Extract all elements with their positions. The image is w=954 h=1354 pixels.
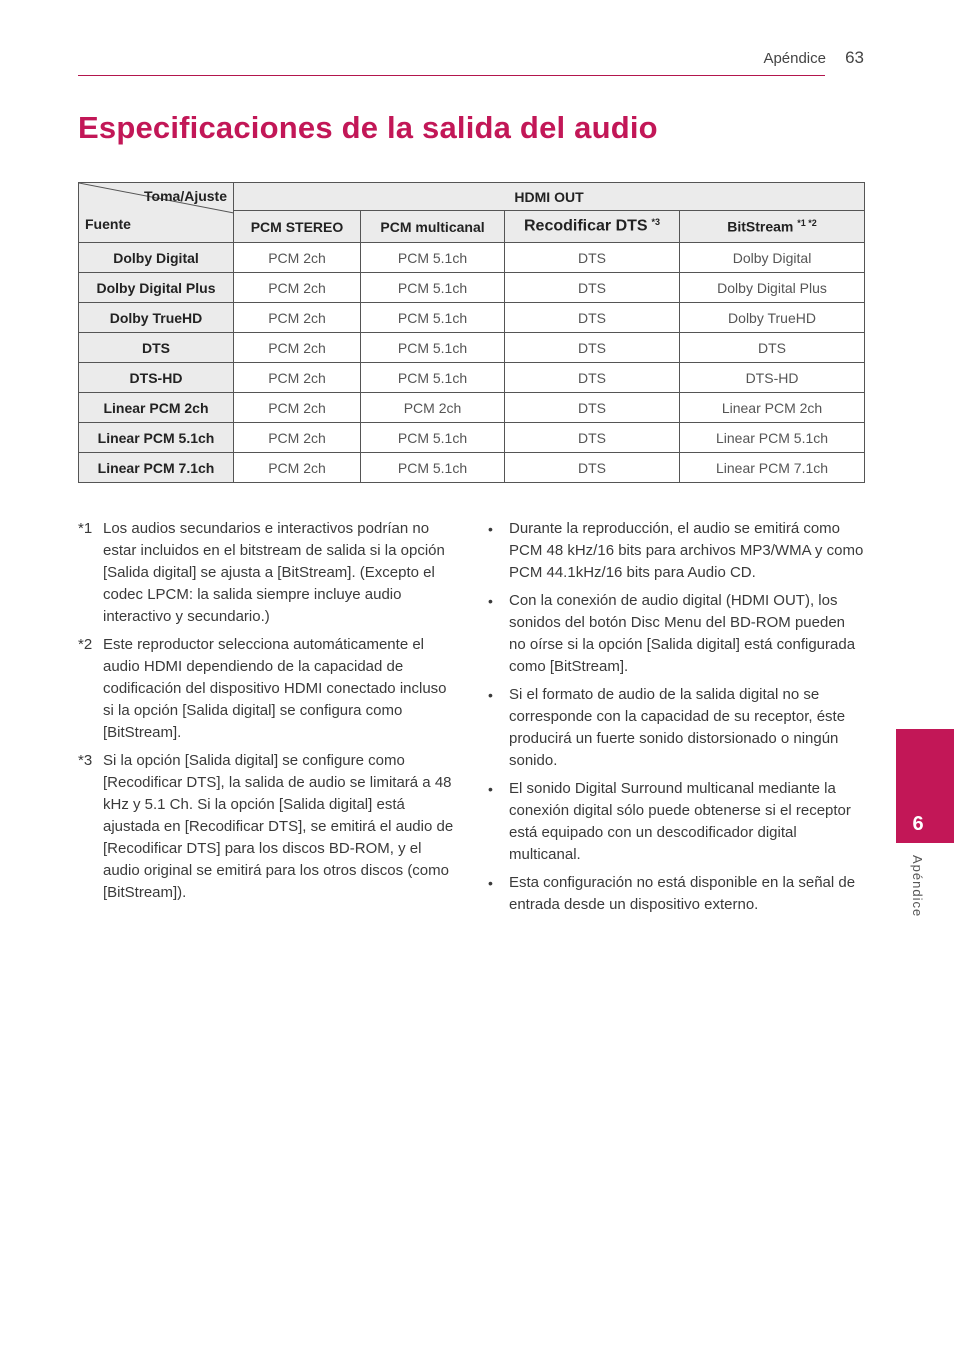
audio-output-table <box>78 182 865 483</box>
table-cell: PCM 2ch <box>234 273 361 303</box>
table-cell: DTS <box>680 333 865 363</box>
table-row <box>79 453 865 483</box>
bullet-icon: • <box>488 781 493 797</box>
column-header-label: Recodificar DTS <box>524 218 648 236</box>
bullet-icon: • <box>488 593 493 609</box>
table-cell: PCM 5.1ch <box>361 273 505 303</box>
column-header-footnote: *3 <box>651 217 660 228</box>
row-source: Dolby Digital <box>79 243 234 273</box>
table-cell: PCM 2ch <box>361 393 505 423</box>
column-header <box>361 211 505 243</box>
table-cell: PCM 5.1ch <box>361 243 505 273</box>
list-item-text: Si el formato de audio de la salida digital no se corresponde con la capacidad de su receptor, éste producirá un fuerte sonido distorsionado o ningún sonido. <box>509 686 846 769</box>
column-header-footnote: *1 *2 <box>797 218 817 229</box>
table-cell: PCM 2ch <box>234 423 361 453</box>
table-cell: DTS <box>505 453 680 483</box>
column-header <box>234 211 361 243</box>
page-number: 63 <box>845 48 864 67</box>
corner-bottom-label: Fuente <box>85 216 131 232</box>
table-cell: PCM 2ch <box>234 333 361 363</box>
footnote <box>78 750 454 904</box>
table-cell: PCM 5.1ch <box>361 303 505 333</box>
chapter-tab <box>896 729 954 843</box>
table-row <box>79 393 865 423</box>
bullet-icon: • <box>488 687 493 703</box>
table-row <box>79 273 865 303</box>
table-cell: PCM 5.1ch <box>361 363 505 393</box>
table-cell: Linear PCM 5.1ch <box>680 423 865 453</box>
table-cell: PCM 2ch <box>234 393 361 423</box>
table-row <box>79 243 865 273</box>
table-cell: Linear PCM 7.1ch <box>680 453 865 483</box>
column-header <box>680 211 865 243</box>
table-row <box>79 333 865 363</box>
section-name: Apéndice <box>763 50 826 67</box>
table-cell: PCM 5.1ch <box>361 333 505 363</box>
table-cell: PCM 5.1ch <box>361 453 505 483</box>
page-title: Especificaciones de la salida del audio <box>78 110 658 145</box>
column-header <box>505 211 680 243</box>
column-header-label: PCM STEREO <box>250 218 344 235</box>
footnote <box>78 634 454 744</box>
footnote-marker: *2 <box>78 636 93 653</box>
row-source: Dolby Digital Plus <box>79 273 234 303</box>
table-cell: DTS <box>505 363 680 393</box>
table-cell: PCM 2ch <box>234 363 361 393</box>
list-item <box>488 590 864 678</box>
table-row <box>79 363 865 393</box>
table-corner-header <box>79 183 234 243</box>
bullet-icon: • <box>488 875 493 891</box>
list-item <box>488 684 864 772</box>
list-item <box>488 778 864 866</box>
table-cell: DTS <box>505 423 680 453</box>
row-source: Linear PCM 7.1ch <box>79 453 234 483</box>
row-source: Dolby TrueHD <box>79 303 234 333</box>
table-cell: DTS <box>505 303 680 333</box>
footnote-text: Este reproductor selecciona automáticamente el audio HDMI dependiendo de la capacidad de codificación del dispositivo HDMI conectado incluso si la opción [Salida digital] se configura como [BitStream]. <box>103 636 447 741</box>
row-source: Linear PCM 2ch <box>79 393 234 423</box>
table-cell: Dolby Digital <box>680 243 865 273</box>
hdmi-out-header: HDMI OUT <box>234 183 865 211</box>
footnote-marker: *1 <box>78 520 93 537</box>
table-cell: DTS <box>505 273 680 303</box>
list-item-text: El sonido Digital Surround multicanal mediante la conexión digital sólo puede obtenerse si el receptor está equipado con un descodificador digital multicanal. <box>509 780 851 863</box>
table-cell: PCM 2ch <box>234 303 361 333</box>
chapter-label: Apéndice <box>910 855 925 918</box>
column-header-label: BitStream <box>727 219 794 236</box>
list-item-text: Esta configuración no está disponible en la señal de entrada desde un dispositivo externo. <box>509 874 856 913</box>
corner-top-label: Toma/Ajuste <box>144 188 227 204</box>
footnote-marker: *3 <box>78 752 93 769</box>
table-cell: PCM 2ch <box>234 453 361 483</box>
page-header <box>78 44 864 75</box>
table-cell: DTS <box>505 393 680 423</box>
table-cell: PCM 5.1ch <box>361 423 505 453</box>
header-divider <box>78 75 825 76</box>
list-item-text: Con la conexión de audio digital (HDMI OUT), los sonidos del botón Disc Menu del BD-ROM pueden no oírse si la opción [Salida digital] está configurada como [BitStream]. <box>509 592 856 675</box>
table-row <box>79 303 865 333</box>
list-item <box>488 518 864 584</box>
column-header-label: PCM multicanal <box>380 218 485 235</box>
footnote <box>78 518 454 628</box>
table-cell: PCM 2ch <box>234 243 361 273</box>
list-item <box>488 872 864 916</box>
footnote-text: Los audios secundarios e interactivos podrían no estar incluidos en el bitstream de salida si la opción [Salida digital] se ajusta a [BitStream]. (Excepto el codec LPCM: la salida siempre incluye audio interactivo y secundario.) <box>103 520 445 625</box>
footnotes <box>78 518 454 910</box>
row-source: DTS <box>79 333 234 363</box>
table-cell: DTS <box>505 243 680 273</box>
table-cell: Dolby Digital Plus <box>680 273 865 303</box>
row-source: Linear PCM 5.1ch <box>79 423 234 453</box>
table-cell: DTS <box>505 333 680 363</box>
bullet-icon: • <box>488 521 493 537</box>
table-row <box>79 423 865 453</box>
table-cell: DTS-HD <box>680 363 865 393</box>
list-item-text: Durante la reproducción, el audio se emitirá como PCM 48 kHz/16 bits para archivos MP3/WMA y como PCM 44.1kHz/16 bits para Audio CD. <box>509 520 864 581</box>
chapter-number: 6 <box>912 813 924 835</box>
row-source: DTS-HD <box>79 363 234 393</box>
table-cell: Linear PCM 2ch <box>680 393 865 423</box>
table-cell: Dolby TrueHD <box>680 303 865 333</box>
footnote-text: Si la opción [Salida digital] se configure como [Recodificar DTS], la salida de audio se limitará a 48 kHz y 5.1 Ch. Si la opción [Salida digital] está ajustada en [Recodificar DTS], se emitirá el audio de [Recodificar DTS] para los discos BD-ROM, y el audio original se emitirá para los otros discos (como [BitStream]). <box>103 752 454 901</box>
bullet-list <box>488 518 864 922</box>
